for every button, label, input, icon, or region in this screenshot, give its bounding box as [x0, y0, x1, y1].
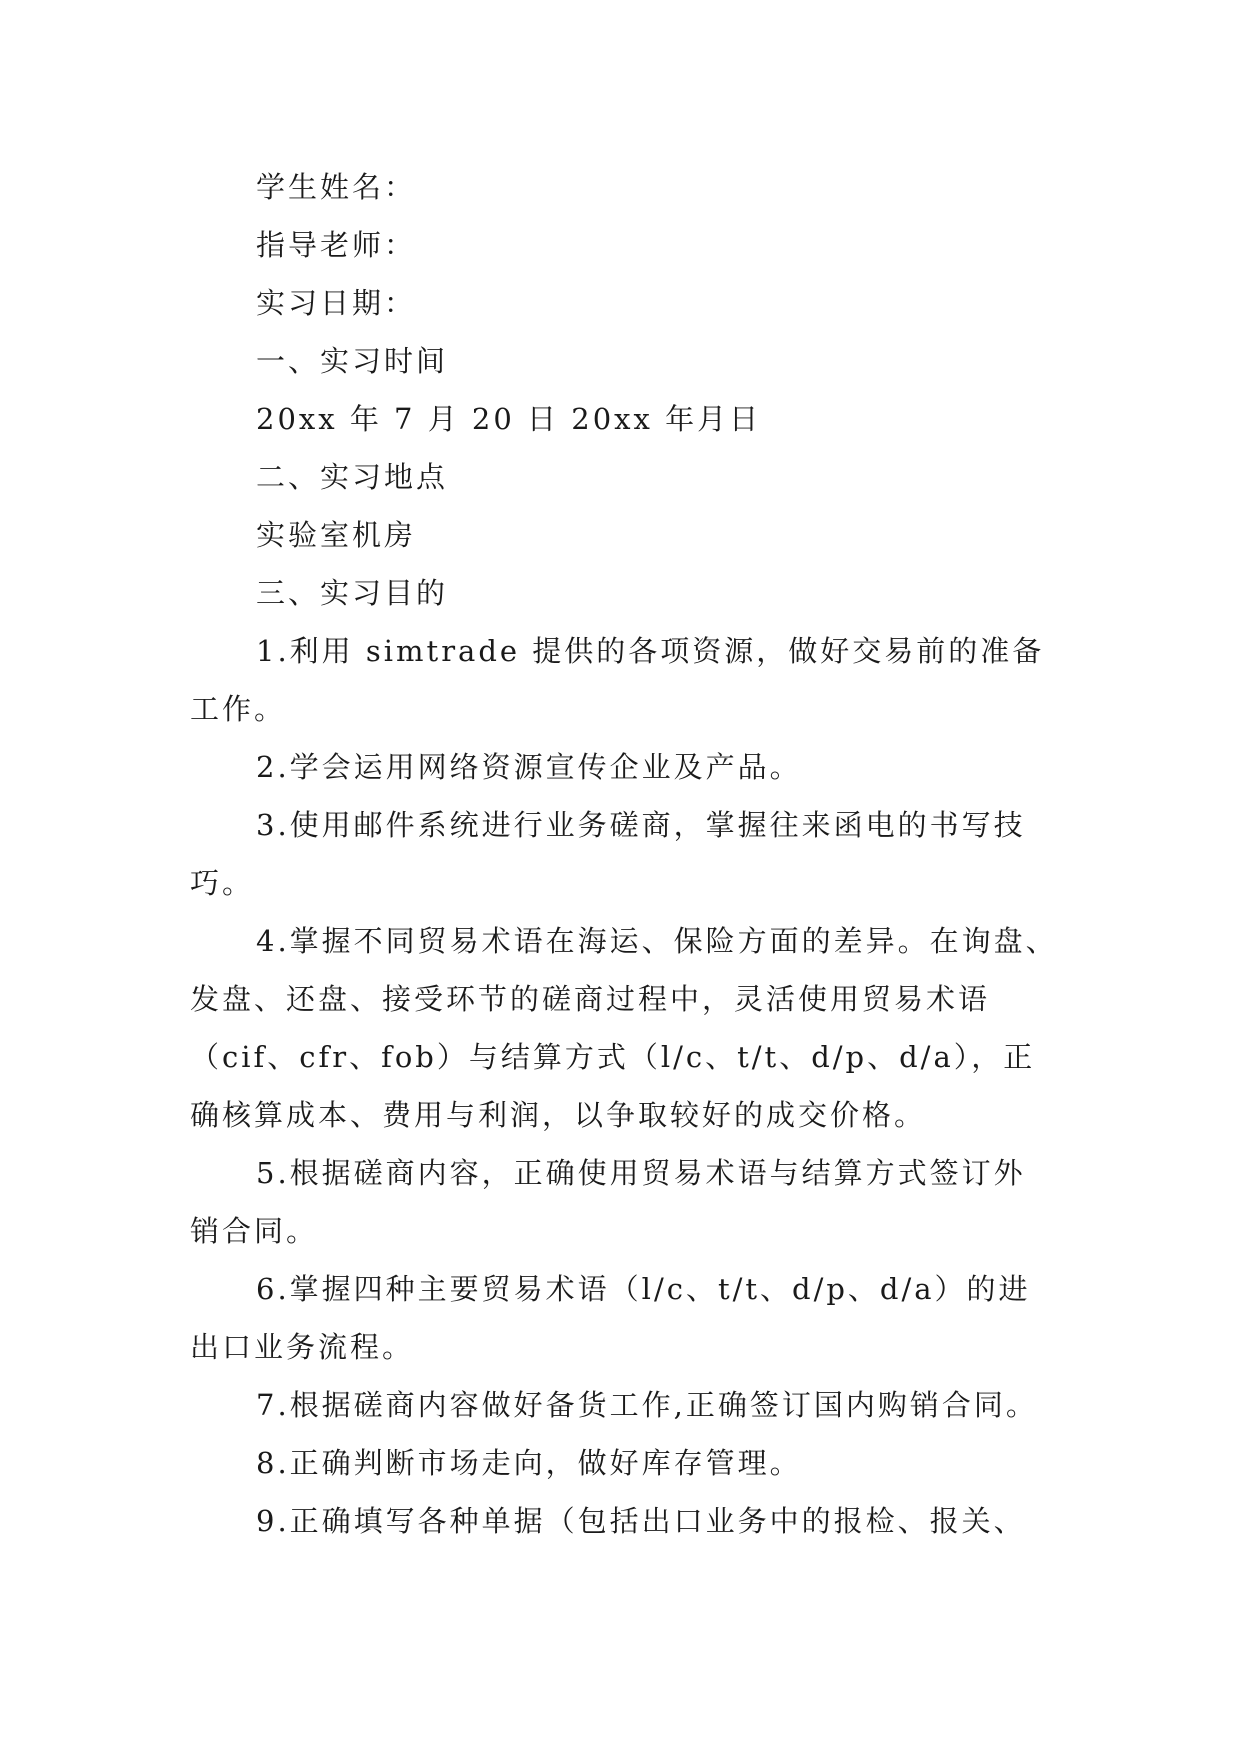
- purpose-item-3-continued: 巧。: [190, 866, 255, 900]
- purpose-item-4: 4.掌握不同贸易术语在海运、保险方面的差异。在询盘、: [256, 924, 1058, 958]
- field-instructor: 指导老师：: [256, 228, 417, 262]
- internship-time-value: 20xx 年 7 月 20 日 20xx 年月日: [256, 402, 762, 436]
- purpose-item-1: 1.利用 simtrade 提供的各项资源，做好交易前的准备: [256, 634, 1045, 668]
- purpose-item-1-continued: 工作。: [190, 692, 287, 726]
- internship-location-value: 实验室机房: [256, 518, 417, 552]
- purpose-item-5-continued: 销合同。: [190, 1214, 319, 1248]
- purpose-item-4-continued-1: 发盘、还盘、接受环节的磋商过程中，灵活使用贸易术语: [190, 982, 991, 1016]
- purpose-item-2: 2.学会运用网络资源宣传企业及产品。: [256, 750, 802, 784]
- purpose-item-3: 3.使用邮件系统进行业务磋商，掌握往来函电的书写技: [256, 808, 1026, 842]
- purpose-item-4-continued-2: （cif、cfr、fob）与结算方式（l/c、t/t、d/p、d/a），正: [190, 1040, 1036, 1074]
- purpose-item-6-continued: 出口业务流程。: [190, 1330, 415, 1364]
- section-heading-purpose: 三、实习目的: [256, 576, 449, 610]
- purpose-item-6: 6.掌握四种主要贸易术语（l/c、t/t、d/p、d/a）的进: [256, 1272, 1031, 1306]
- purpose-item-8: 8.正确判断市场走向，做好库存管理。: [256, 1446, 802, 1480]
- purpose-item-4-continued-3: 确核算成本、费用与利润，以争取较好的成交价格。: [190, 1098, 927, 1132]
- purpose-item-9: 9.正确填写各种单据（包括出口业务中的报检、报关、: [256, 1504, 1026, 1538]
- purpose-item-5: 5.根据磋商内容，正确使用贸易术语与结算方式签订外: [256, 1156, 1026, 1190]
- document-body: [190, 158, 1058, 1550]
- field-internship-date: 实习日期：: [256, 286, 417, 320]
- section-heading-location: 二、实习地点: [256, 460, 449, 494]
- purpose-item-7: 7.根据磋商内容做好备货工作,正确签订国内购销合同。: [256, 1388, 1038, 1422]
- section-heading-time: 一、实习时间: [256, 344, 449, 378]
- field-student-name: 学生姓名：: [256, 170, 417, 204]
